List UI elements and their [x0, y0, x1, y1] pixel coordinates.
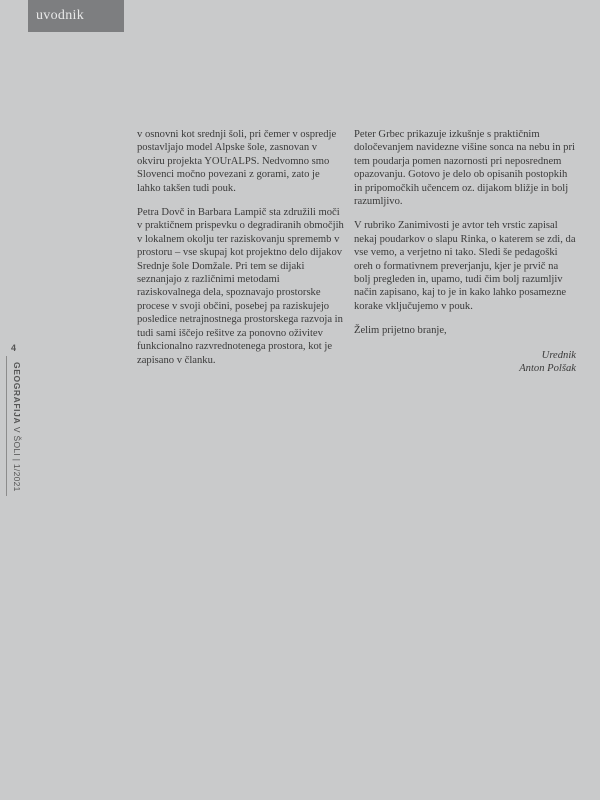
right-column [354, 128, 576, 376]
signature-role: Urednik [541, 349, 576, 361]
paragraph: Petra Dovč in Barbara Lampič sta združili moči v praktičnem prispevku o degradiranih območjih v lokalnem okolju ter raziskovanju sprememb v prostoru – vse skupaj kot projektno delo dijakov Srednje šole Domžale. Pri tem se dijaki seznanjajo z različnimi metodami raziskovalnega dela, spoznavajo prostorske procese v svoji občini, posebej pa raziskujejo posledice netrajnostnega prostorskega razvoja in tudi sami iščejo rešitve za ponovno oživitev funkcionalno razvrednotenega prostora, kot je zapisano v članku. [137, 207, 344, 366]
closing-greeting: Želim prijetno branje, [354, 325, 447, 337]
journal-name: GEOGRAFIJA [12, 362, 22, 425]
paragraph: Peter Grbec prikazuje izkušnje s praktičnim določevanjem navidezne višine sonca na nebu in pri tem poudarja pomen nazornosti pri neposrednem opazovanju. Gotovo je delo ob opisanih postopkih in pripomočkih učencem oz. dijakom bližje in bolj razumljivo. [354, 129, 575, 208]
page-number: 4 [11, 343, 17, 353]
journal-running-title [12, 362, 22, 492]
paragraph: V rubriko Zanimivosti je avtor teh vrstic zapisal nekaj poudarkov o slapu Rinka, o katerem se zdi, da vse vemo, a verjetno ni tako. Sledi še pedagoški oreh o formativnem preverjanju, kjer je prvič na bolj pregleden in, upamo, tudi čim bolj razumljiv način zapisano, kaj to je in kako lahko posamezne korake vključujemo v pouk. [354, 220, 576, 312]
section-label: uvodnik [36, 8, 84, 23]
paragraph: v osnovni kot srednji šoli, pri čemer v ospredje postavljajo model Alpske šole, zasnovan v okviru projekta YOUrALPS. Nedvomno smo Slovenci močno povezani z gorami, zato je lahko takšen tudi pouk. [137, 129, 337, 194]
signature-name: Anton Polšak [519, 363, 576, 375]
journal-issue: V ŠOLI | 1/2021 [12, 424, 22, 492]
sidebar-divider [6, 356, 7, 496]
left-column [137, 128, 345, 378]
section-header-tab [28, 0, 124, 32]
